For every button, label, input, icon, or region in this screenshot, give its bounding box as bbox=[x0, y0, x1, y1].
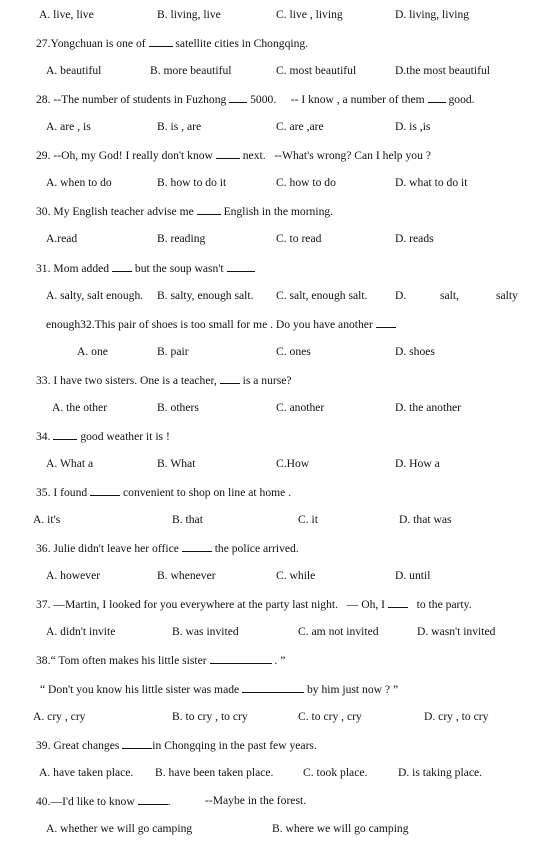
q33-stem-part: is a nurse? bbox=[242, 374, 292, 387]
q35-stem bbox=[0, 485, 555, 505]
q38-option-d: D. cry , to cry bbox=[424, 710, 489, 723]
answer-blank bbox=[53, 429, 77, 440]
q33-stem bbox=[0, 373, 555, 393]
q26-option-b: B. living, live bbox=[157, 8, 221, 21]
q26-option-c: C. live , living bbox=[276, 8, 343, 21]
q31-wrap bbox=[0, 317, 555, 337]
q28-option-b: B. is , are bbox=[157, 120, 202, 133]
q31-options bbox=[0, 289, 555, 309]
q29-stem bbox=[0, 148, 555, 168]
q37-option-b: B. was invited bbox=[172, 625, 239, 638]
q27-option-a: A. beautiful bbox=[46, 64, 102, 77]
q34-stem bbox=[0, 429, 555, 449]
answer-blank bbox=[428, 92, 446, 103]
q35-stem-part: convenient to shop on line at home . bbox=[123, 486, 292, 499]
q31-wrap-text: enough32.This pair of shoes is too small for me . Do you have another bbox=[46, 318, 373, 331]
q37-option-d: D. wasn't invited bbox=[417, 625, 496, 638]
q30-option-a: A.read bbox=[46, 232, 78, 245]
q27-option-b: B. more beautiful bbox=[150, 64, 232, 77]
q31-option-c: C. salt, enough salt. bbox=[276, 289, 368, 302]
q36-options bbox=[0, 569, 555, 589]
q40-stem bbox=[0, 794, 555, 814]
q28-options bbox=[0, 120, 555, 140]
q39-option-b: B. have been taken place. bbox=[155, 766, 274, 779]
q35-stem-part: 35. I found bbox=[36, 486, 88, 499]
q27-option-d: D.the most beautiful bbox=[395, 64, 490, 77]
q38-options bbox=[0, 710, 555, 730]
q32-option-d: D. shoes bbox=[395, 345, 435, 358]
q37-option-a: A. didn't invite bbox=[46, 625, 116, 638]
q31-option-b: B. salty, enough salt. bbox=[157, 289, 254, 302]
q31-stem bbox=[0, 261, 555, 281]
q36-stem-part: 36. Julie didn't leave her office bbox=[36, 542, 179, 555]
q36-stem-part: the police arrived. bbox=[214, 542, 299, 555]
q34-option-b: B. What bbox=[157, 457, 196, 470]
q27-stem-part: satellite cities in Chongqing. bbox=[175, 37, 309, 50]
q30-option-b: B. reading bbox=[157, 232, 206, 245]
q36-option-a: A. however bbox=[46, 569, 101, 582]
q38-stem-2 bbox=[0, 682, 555, 702]
answer-blank bbox=[229, 92, 247, 103]
q33-option-a: A. the other bbox=[52, 401, 108, 414]
q31-stem-part: but the soup wasn't bbox=[134, 262, 224, 275]
q39-option-a: A. have taken place. bbox=[39, 766, 134, 779]
q33-option-c: C. another bbox=[276, 401, 325, 414]
answer-blank bbox=[216, 148, 240, 159]
q35-options bbox=[0, 513, 555, 533]
q36-option-b: B. whenever bbox=[157, 569, 216, 582]
q28-option-d: D. is ,is bbox=[395, 120, 431, 133]
q39-stem-part: 39. Great changes bbox=[36, 739, 120, 752]
q35-option-a: A. it's bbox=[33, 513, 61, 526]
q27-stem-part: 27.Yongchuan is one of bbox=[36, 37, 146, 50]
q39-stem-part: in Chongqing in the past few years. bbox=[152, 739, 317, 752]
q38-option-c: C. to cry , cry bbox=[298, 710, 362, 723]
q39-options bbox=[0, 766, 555, 786]
q30-stem-part: 30. My English teacher advise me bbox=[36, 205, 194, 218]
q29-option-c: C. how to do bbox=[276, 176, 336, 189]
q38-option-b: B. to cry , to cry bbox=[172, 710, 248, 723]
q30-option-d: D. reads bbox=[395, 232, 434, 245]
q26-options bbox=[0, 8, 555, 28]
q40-stem-part: --Maybe in the forest. bbox=[205, 794, 307, 807]
answer-blank bbox=[112, 261, 132, 272]
q34-option-c: C.How bbox=[276, 457, 310, 470]
q27-options bbox=[0, 64, 555, 84]
q26-option-d: D. living, living bbox=[395, 8, 470, 21]
q28-stem-part: 5000. bbox=[250, 93, 277, 106]
q37-stem-part: — Oh, I bbox=[346, 598, 386, 611]
answer-blank bbox=[182, 541, 212, 552]
q39-option-d: D. is taking place. bbox=[398, 766, 483, 779]
q31-option-d: D. bbox=[395, 289, 407, 302]
q38-stem-part: “ Don't you know his little sister was made bbox=[40, 683, 240, 696]
q31-option-d-text: salty bbox=[496, 289, 518, 302]
q30-option-c: C. to read bbox=[276, 232, 322, 245]
q40-option-a: A. whether we will go camping bbox=[46, 822, 193, 835]
answer-blank bbox=[197, 204, 221, 215]
q29-option-d: D. what to do it bbox=[395, 176, 468, 189]
q28-stem-part: -- I know , a number of them bbox=[290, 93, 425, 106]
q40-stem-part: 40.—I'd like to know bbox=[36, 795, 135, 808]
q33-stem-part: 33. I have two sisters. One is a teacher, bbox=[36, 374, 217, 387]
answer-blank bbox=[227, 261, 255, 272]
q38-stem-part: 38.“ Tom often makes his little sister bbox=[36, 654, 207, 667]
q39-option-c: C. took place. bbox=[303, 766, 368, 779]
q40-stem-part: . bbox=[167, 795, 171, 808]
q27-stem bbox=[0, 36, 555, 56]
q30-options bbox=[0, 232, 555, 252]
q29-options bbox=[0, 176, 555, 196]
q32-option-b: B. pair bbox=[157, 345, 189, 358]
q28-option-a: A. are , is bbox=[46, 120, 91, 133]
q28-stem-part: good. bbox=[448, 93, 475, 106]
q36-stem bbox=[0, 541, 555, 561]
answer-blank bbox=[122, 738, 152, 749]
q40-options bbox=[0, 822, 555, 842]
q38-stem-part: . ” bbox=[274, 654, 286, 667]
answer-blank bbox=[376, 317, 396, 328]
q33-option-b: B. others bbox=[157, 401, 199, 414]
q35-option-d: D. that was bbox=[399, 513, 452, 526]
answer-blank bbox=[388, 597, 408, 608]
q34-option-a: A. What a bbox=[46, 457, 94, 470]
q39-stem bbox=[0, 738, 555, 758]
q27-option-c: C. most beautiful bbox=[276, 64, 357, 77]
q28-stem-part: 28. --The number of students in Fuzhong bbox=[36, 93, 227, 106]
q37-stem-part: 37. —Martin, I looked for you everywhere at the party last night. bbox=[36, 598, 338, 611]
q29-stem-part: --What's wrong? Can I help you ? bbox=[274, 149, 431, 162]
q38-stem-part: by him just now ? ” bbox=[306, 683, 399, 696]
answer-blank bbox=[210, 653, 272, 664]
q29-option-a: A. when to do bbox=[46, 176, 112, 189]
q31-stem-part: 31. Mom added bbox=[36, 262, 110, 275]
q37-stem bbox=[0, 597, 555, 617]
q37-stem-part: to the party. bbox=[416, 598, 472, 611]
q36-option-d: D. until bbox=[395, 569, 431, 582]
q30-stem bbox=[0, 204, 555, 224]
q31-option-a: A. salty, salt enough. bbox=[46, 289, 144, 302]
answer-blank bbox=[138, 794, 168, 805]
q33-options bbox=[0, 401, 555, 421]
q37-options bbox=[0, 625, 555, 645]
q31-option-d-text: salt, bbox=[440, 289, 459, 302]
q38-option-a: A. cry , cry bbox=[33, 710, 86, 723]
answer-blank bbox=[90, 485, 120, 496]
q33-option-d: D. the another bbox=[395, 401, 461, 414]
q37-option-c: C. am not invited bbox=[298, 625, 379, 638]
q34-stem-part: good weather it is ! bbox=[80, 430, 170, 443]
q28-stem bbox=[0, 92, 555, 112]
q28-option-c: C. are ,are bbox=[276, 120, 324, 133]
q35-option-c: C. it bbox=[298, 513, 318, 526]
q35-option-b: B. that bbox=[172, 513, 203, 526]
q34-stem-part: 34. bbox=[36, 430, 51, 443]
q29-stem-part: 29. --Oh, my God! I really don't know bbox=[36, 149, 213, 162]
answer-blank bbox=[242, 682, 304, 693]
q30-stem-part: English in the morning. bbox=[223, 205, 334, 218]
answer-blank bbox=[220, 373, 240, 384]
q40-option-b: B. where we will go camping bbox=[272, 822, 409, 835]
q34-options bbox=[0, 457, 555, 477]
q38-stem bbox=[0, 653, 555, 673]
q34-option-d: D. How a bbox=[395, 457, 440, 470]
q36-option-c: C. while bbox=[276, 569, 316, 582]
answer-blank bbox=[149, 36, 173, 47]
q29-stem-part: next. bbox=[242, 149, 266, 162]
q29-option-b: B. how to do it bbox=[157, 176, 227, 189]
q32-option-a: A. one bbox=[77, 345, 108, 358]
q26-option-a: A. live, live bbox=[39, 8, 94, 21]
q32-option-c: C. ones bbox=[276, 345, 311, 358]
q32-options bbox=[0, 345, 555, 365]
